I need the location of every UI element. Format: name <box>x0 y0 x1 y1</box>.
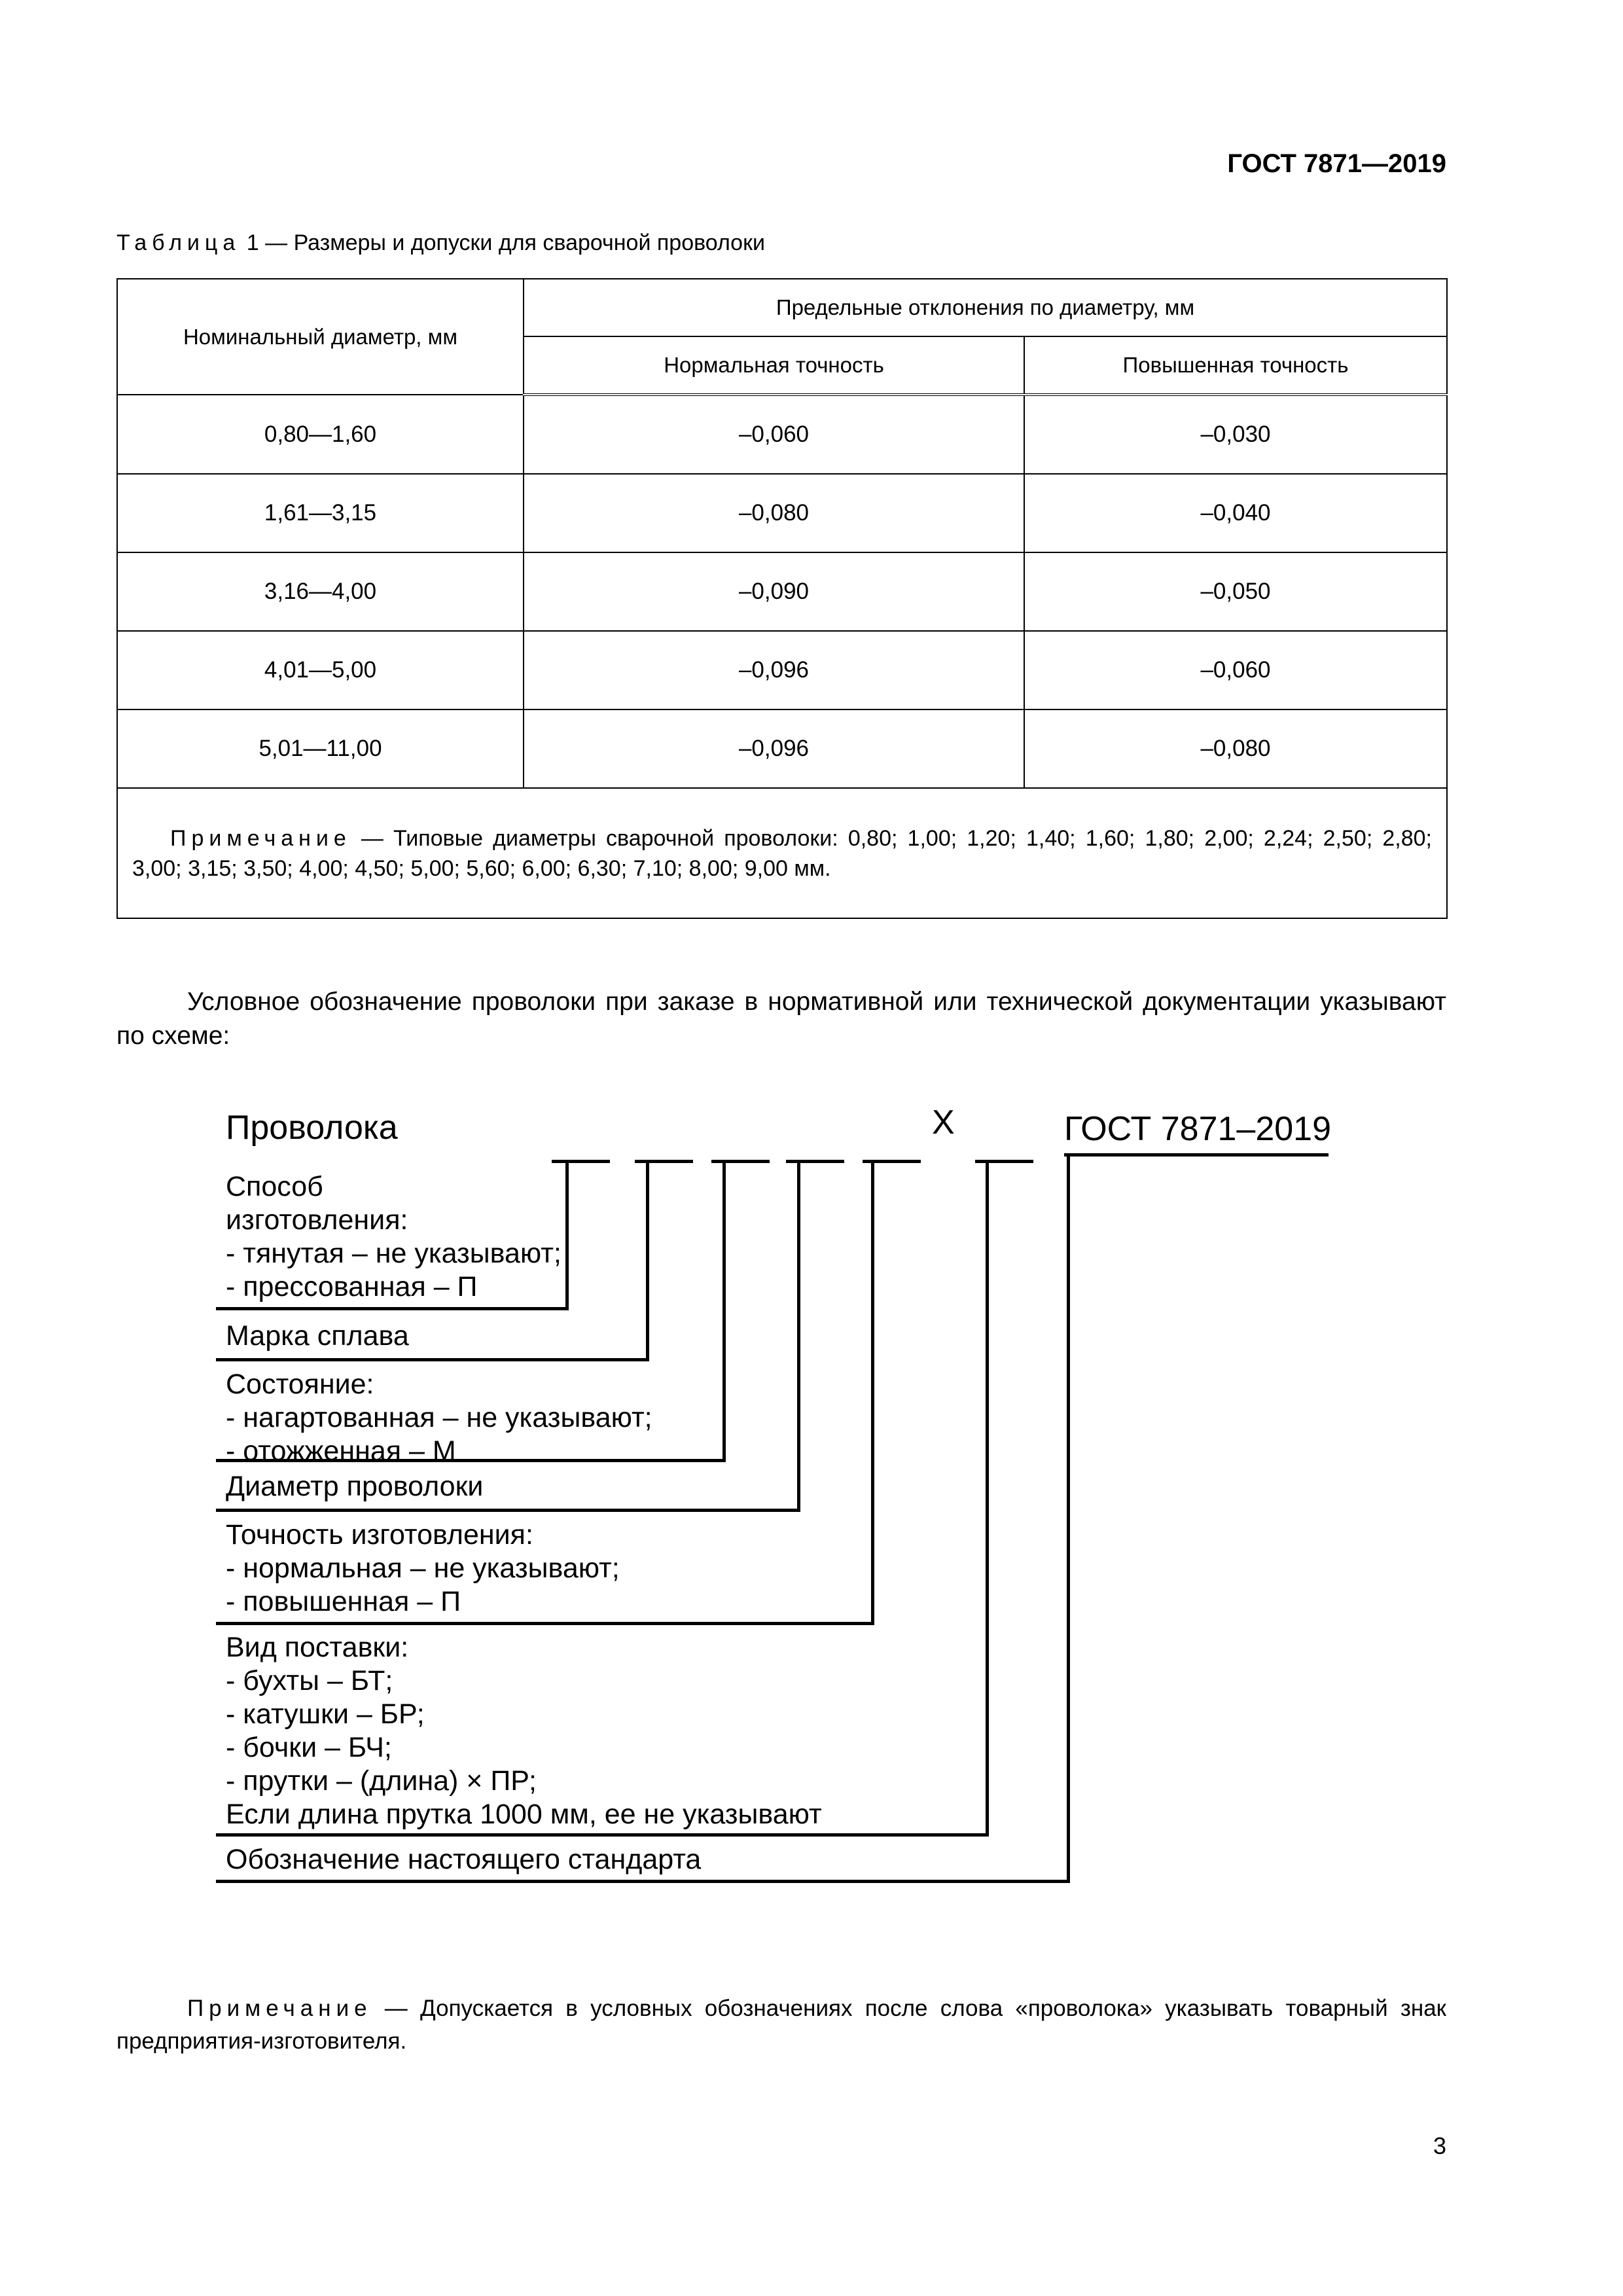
label-diameter <box>226 1470 483 1503</box>
blank-alloy <box>635 1160 693 1163</box>
rule-method <box>216 1307 569 1310</box>
leader-diameter <box>797 1160 800 1512</box>
header-diameter: Номинальный диаметр, мм <box>117 279 524 395</box>
table-caption-word: Таблица <box>116 230 241 255</box>
cell-increased: –0,040 <box>1024 474 1447 552</box>
rule-accuracy <box>216 1622 874 1625</box>
label-line: - отожженная – М <box>226 1435 456 1467</box>
cell-increased: –0,080 <box>1024 709 1447 788</box>
page-number: 3 <box>1433 2132 1446 2159</box>
cell-increased: –0,030 <box>1024 395 1447 474</box>
cell-diameter: 4,01—5,00 <box>117 631 524 709</box>
cell-normal: –0,090 <box>524 552 1024 631</box>
leader-alloy <box>646 1160 649 1361</box>
label-line: - бухты – БТ; <box>226 1665 393 1696</box>
table-caption-title: — Размеры и допуски для сварочной проволоки <box>259 230 765 255</box>
cell-increased: –0,060 <box>1024 631 1447 709</box>
rule-delivery <box>216 1833 989 1837</box>
rule-alloy <box>216 1358 649 1361</box>
label-line: Состояние: <box>226 1369 374 1400</box>
label-line: - повышенная – П <box>226 1586 461 1617</box>
table-note-text: — Типовые диаметры сварочной проволоки: 0,80; 1,00; 1,20; 1,40; 1,60; 1,80; 2,00; 2,24; 2,50; 2,80; 3,00; 3,15; 3,50; 4,00; 4,50; 5,00; 5,60; 6,00; 6,30; 7,10; 8,00; 9,00 мм. <box>132 825 1432 881</box>
scheme-standard: ГОСТ 7871–2019 <box>1064 1110 1332 1148</box>
label-standard <box>226 1843 701 1876</box>
label-accuracy <box>226 1518 620 1619</box>
label-alloy <box>226 1319 409 1353</box>
label-line: Диаметр проволоки <box>226 1471 484 1502</box>
cell-normal: –0,096 <box>524 631 1024 709</box>
rule-standard <box>216 1880 1070 1883</box>
cell-diameter: 3,16—4,00 <box>117 552 524 631</box>
leader-state <box>722 1160 726 1462</box>
cell-normal: –0,080 <box>524 474 1024 552</box>
cell-diameter: 1,61—3,15 <box>117 474 524 552</box>
footnote-word: Примечание <box>187 1996 372 2021</box>
label-line: Если длина прутка 1000 мм, ее не указывают <box>226 1799 822 1830</box>
leader-accuracy <box>871 1160 874 1625</box>
cell-diameter: 0,80—1,60 <box>117 395 524 474</box>
header-deviations: Предельные отклонения по диаметру, мм <box>524 279 1447 336</box>
blank-state <box>711 1160 770 1163</box>
label-line: - бочки – БЧ; <box>226 1732 392 1763</box>
label-method <box>226 1170 562 1304</box>
cell-increased: –0,050 <box>1024 552 1447 631</box>
header-increased-accuracy: Повышенная точность <box>1024 336 1447 395</box>
scheme-multiply-sign: Х <box>932 1103 955 1141</box>
standard-underline <box>1064 1153 1329 1157</box>
label-line: изготовления: <box>226 1204 408 1236</box>
document-code: ГОСТ 7871—2019 <box>1227 149 1446 178</box>
label-line: - нагартованная – не указывают; <box>226 1402 652 1433</box>
label-state <box>226 1368 652 1468</box>
blank-diameter <box>786 1160 844 1163</box>
cell-diameter: 5,01—11,00 <box>117 709 524 788</box>
cell-normal: –0,096 <box>524 709 1024 788</box>
leader-delivery <box>986 1160 989 1837</box>
footnote-text: — Допускается в условных обозначениях после слова «проволока» указывать товарный знак предприятия-изготовителя. <box>116 1996 1446 2054</box>
label-line: - тянутая – не указывают; <box>226 1238 562 1269</box>
label-line: - прессованная – П <box>226 1271 478 1302</box>
footnote <box>116 1992 1446 2058</box>
blank-method <box>552 1160 610 1163</box>
rule-diameter <box>216 1509 800 1512</box>
label-line: Обозначение настоящего стандарта <box>226 1844 702 1875</box>
table-caption-number: 1 <box>246 230 259 255</box>
cell-normal: –0,060 <box>524 395 1024 474</box>
table-note-word: Примечание <box>170 825 351 851</box>
leader-standard <box>1067 1153 1070 1883</box>
label-line: Марка сплава <box>226 1320 409 1352</box>
blank-delivery <box>975 1160 1033 1163</box>
label-line: Способ <box>226 1171 323 1202</box>
label-line: Вид поставки: <box>226 1632 409 1663</box>
scheme-title: Проволока <box>226 1109 398 1147</box>
label-line: - прутки – (длина) × ПР; <box>226 1765 537 1797</box>
header-normal-accuracy: Нормальная точность <box>524 336 1024 395</box>
label-line: - нормальная – не указывают; <box>226 1552 620 1584</box>
label-line: - катушки – БР; <box>226 1698 425 1730</box>
leader-method <box>565 1160 569 1310</box>
label-delivery <box>226 1631 822 1831</box>
label-line: Точность изготовления: <box>226 1519 533 1551</box>
intro-paragraph: Условное обозначение проволоки при заказе в нормативной или технической документации указывают по схеме: <box>116 988 1446 1050</box>
